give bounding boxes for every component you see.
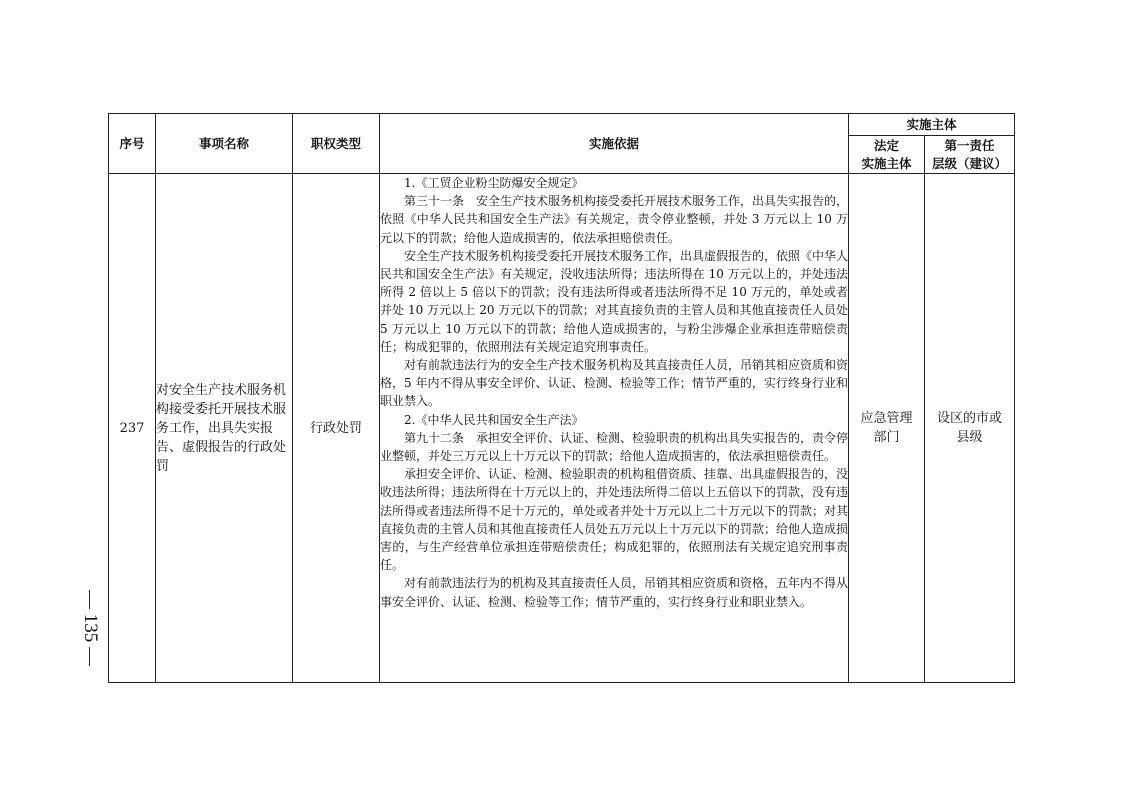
header-seq: 序号 <box>109 114 156 174</box>
table-row <box>109 174 1015 683</box>
page-number <box>76 580 104 676</box>
cell-item-name: 对安全生产技术服务机构接受委托开展技术服务工作，出具失实报告、虚假报告的行政处罚 <box>156 174 293 683</box>
basis-paragraph: 第九十二条 承担安全评价、认证、检测、检验职责的机构出具失实报告的，责令停业整顿，并处三万元以上十万元以下的罚款；给他人造成损害的，依法承担赔偿责任。 <box>380 430 849 464</box>
header-legal-subject-line1: 法定 <box>873 137 899 153</box>
basis-paragraph: 第三十一条 安全生产技术服务机构接受委托开展技术服务工作，出具失实报告的，依照《中华人民共和国安全生产法》有关规定，责令停业整顿，并处 3 万元以上 10 万元以下的罚款；给他人造成损害的，依法承担赔偿责任。 <box>380 194 849 245</box>
cell-legal-subject: 应急管理部门 <box>849 174 925 683</box>
cell-power-type: 行政处罚 <box>293 174 380 683</box>
header-legal-subject <box>849 136 925 174</box>
page-number-text: — 135 — <box>80 590 101 666</box>
basis-paragraph: 安全生产技术服务机构接受委托开展技术服务工作，出具虚假报告的，依照《中华人民共和国安全生产法》有关规定，没收违法所得；违法所得在 10 万元以上的，并处违法所得 2 倍以上 5 倍以下的罚款；没有违法所得或者违法所得不足 10 万元的，单处或者并处 10 万元以上 20 万元以下的罚款；对其直接负责的主管人员和其他直接责任人员处 5 万元以上 10 万元以下的罚款；给他人造成损害的，与粉尘涉爆企业承担连带赔偿责任；构成犯罪的，依照刑法有关规定追究刑事责任。 <box>380 248 849 354</box>
basis-paragraph: 承担安全评价、认证、检测、检验职责的机构租借资质、挂靠、出具虚假报告的，没收违法所得；违法所得在十万元以上的，并处违法所得二倍以上五倍以下的罚款，没有违法所得或者违法所得不足十万元的，单处或者并处十万元以上二十万元以下的罚款；对其直接负责的主管人员和其他直接责任人员处五万元以上十万元以下的罚款；给他人造成损害的，与生产经营单位承担连带赔偿责任；构成犯罪的，依照刑法有关规定追究刑事责任。 <box>380 467 849 573</box>
header-item-name: 事项名称 <box>156 114 293 174</box>
basis-paragraph: 对有前款违法行为的机构及其直接责任人员，吊销其相应资质和资格，五年内不得从事安全评价、认证、检测、检验等工作；情节严重的，实行终身行业和职业禁入。 <box>380 576 849 609</box>
basis-paragraph: 对有前款违法行为的安全生产技术服务机构及其直接责任人员，吊销其相应资质和资格，5 年内不得从事安全评价、认证、检测、检验等工作；情节严重的，实行终身行业和职业禁入。 <box>380 358 849 409</box>
header-basis: 实施依据 <box>380 114 849 174</box>
header-subject: 实施主体 <box>849 114 1015 136</box>
header-legal-subject-line2: 实施主体 <box>861 155 912 171</box>
cell-basis <box>380 174 849 683</box>
cell-seq: 237 <box>109 174 156 683</box>
header-first-level-line2: 层级（建议） <box>932 155 1008 171</box>
header-first-level <box>925 136 1015 174</box>
authority-table <box>108 113 1015 683</box>
header-power-type: 职权类型 <box>293 114 380 174</box>
header-first-level-line1: 第一责任 <box>944 137 995 153</box>
basis-paragraph: 1.《工贸企业粉尘防爆安全规定》 <box>404 176 584 190</box>
basis-paragraph: 2.《中华人民共和国安全生产法》 <box>404 412 584 427</box>
cell-first-level: 设区的市或县级 <box>925 174 1015 683</box>
